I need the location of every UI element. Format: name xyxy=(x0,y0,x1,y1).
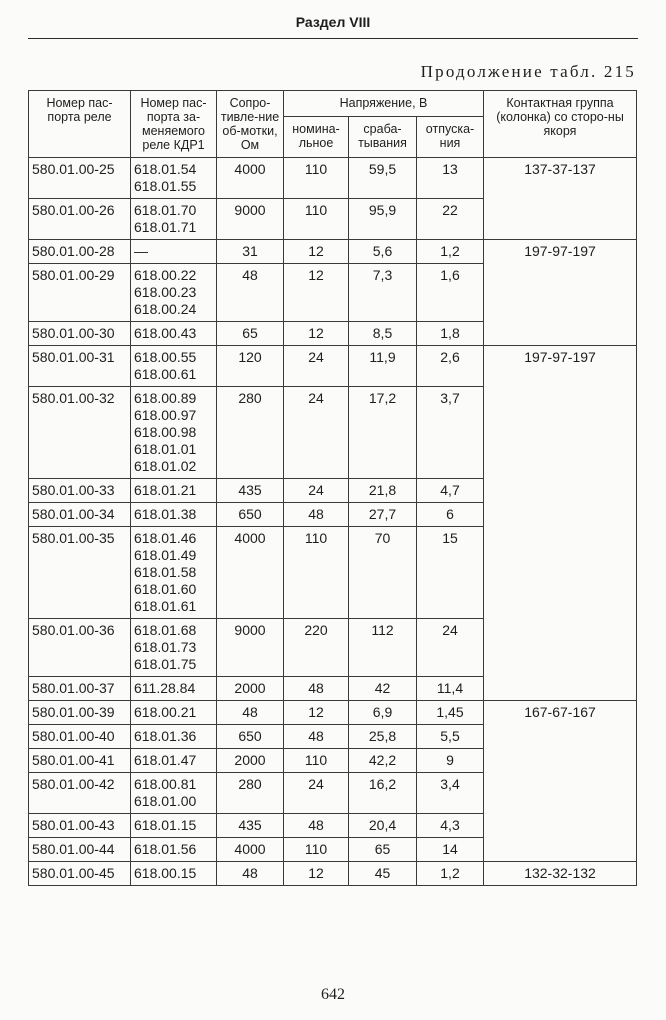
passport-number: 580.01.00-42 xyxy=(29,773,131,814)
replaced-relay-numbers xyxy=(131,814,217,838)
nominal-voltage: 12 xyxy=(284,240,349,264)
table-row xyxy=(29,862,637,886)
header-passport: Номер пас-порта реле xyxy=(29,91,131,158)
pickup-voltage: 16,2 xyxy=(349,773,417,814)
passport-number: 580.01.00-44 xyxy=(29,838,131,862)
release-voltage: 5,5 xyxy=(417,725,484,749)
header-pickup: сраба-тывания xyxy=(349,117,417,158)
nominal-voltage: 24 xyxy=(284,773,349,814)
release-voltage: 3,4 xyxy=(417,773,484,814)
release-voltage: 15 xyxy=(417,527,484,619)
replaced-number: 618.01.60 xyxy=(134,581,197,597)
nominal-voltage: 12 xyxy=(284,701,349,725)
passport-number: 580.01.00-40 xyxy=(29,725,131,749)
replaced-number: 618.00.61 xyxy=(134,366,197,382)
winding-resistance: 280 xyxy=(217,387,284,479)
table-row xyxy=(29,240,637,264)
release-voltage: 11,4 xyxy=(417,677,484,701)
replaced-relay-numbers xyxy=(131,527,217,619)
contact-group: 197-97-197 xyxy=(484,346,637,701)
replaced-number: 618.00.81 xyxy=(134,776,197,792)
pickup-voltage: 11,9 xyxy=(349,346,417,387)
pickup-voltage: 45 xyxy=(349,862,417,886)
pickup-voltage: 112 xyxy=(349,619,417,677)
release-voltage: 1,45 xyxy=(417,701,484,725)
passport-number: 580.01.00-32 xyxy=(29,387,131,479)
winding-resistance: 650 xyxy=(217,725,284,749)
replaced-number: 618.01.70 xyxy=(134,202,197,218)
replaced-number: 618.01.73 xyxy=(134,639,197,655)
replaced-relay-numbers xyxy=(131,725,217,749)
pickup-voltage: 5,6 xyxy=(349,240,417,264)
contact-group: 197-97-197 xyxy=(484,240,637,346)
passport-number: 580.01.00-33 xyxy=(29,479,131,503)
table-continuation-caption: Продолжение табл. 215 xyxy=(420,62,636,81)
replaced-number: 618.00.21 xyxy=(134,704,197,720)
winding-resistance: 48 xyxy=(217,862,284,886)
replaced-relay-numbers xyxy=(131,701,217,725)
replaced-number: 618.00.43 xyxy=(134,325,197,341)
winding-resistance: 4000 xyxy=(217,838,284,862)
replaced-number: 618.01.54 xyxy=(134,161,197,177)
replaced-relay-numbers xyxy=(131,199,217,240)
pickup-voltage: 27,7 xyxy=(349,503,417,527)
replaced-number: 618.00.24 xyxy=(134,301,197,317)
replaced-number: 618.01.55 xyxy=(134,178,197,194)
pickup-voltage: 59,5 xyxy=(349,158,417,199)
section-title: Раздел VIII xyxy=(295,14,371,30)
passport-number: 580.01.00-36 xyxy=(29,619,131,677)
replaced-relay-numbers xyxy=(131,619,217,677)
release-voltage: 13 xyxy=(417,158,484,199)
winding-resistance: 65 xyxy=(217,322,284,346)
release-voltage: 14 xyxy=(417,838,484,862)
relay-table xyxy=(28,90,637,886)
pickup-voltage: 21,8 xyxy=(349,479,417,503)
release-voltage: 24 xyxy=(417,619,484,677)
contact-group: 167-67-167 xyxy=(484,701,637,862)
winding-resistance: 280 xyxy=(217,773,284,814)
replaced-relay-numbers xyxy=(131,240,217,264)
replaced-number: 618.01.56 xyxy=(134,841,197,857)
winding-resistance: 9000 xyxy=(217,619,284,677)
pickup-voltage: 17,2 xyxy=(349,387,417,479)
winding-resistance: 4000 xyxy=(217,158,284,199)
release-voltage: 1,2 xyxy=(417,240,484,264)
winding-resistance: 31 xyxy=(217,240,284,264)
release-voltage: 3,7 xyxy=(417,387,484,479)
replaced-number: 618.01.75 xyxy=(134,656,197,672)
replaced-number: 618.01.36 xyxy=(134,728,197,744)
replaced-number: 618.01.46 xyxy=(134,530,197,546)
replaced-number: 618.01.21 xyxy=(134,482,197,498)
passport-number: 580.01.00-26 xyxy=(29,199,131,240)
winding-resistance: 48 xyxy=(217,264,284,322)
replaced-number: 618.01.15 xyxy=(134,817,197,833)
pickup-voltage: 65 xyxy=(349,838,417,862)
contact-group: 137-37-137 xyxy=(484,158,637,240)
replaced-relay-numbers xyxy=(131,862,217,886)
pickup-voltage: 7,3 xyxy=(349,264,417,322)
winding-resistance: 435 xyxy=(217,814,284,838)
pickup-voltage: 95,9 xyxy=(349,199,417,240)
replaced-relay-numbers xyxy=(131,838,217,862)
replaced-number: 618.00.55 xyxy=(134,349,197,365)
nominal-voltage: 48 xyxy=(284,503,349,527)
header-voltage: Напряжение, В xyxy=(284,91,484,117)
replaced-relay-numbers xyxy=(131,749,217,773)
passport-number: 580.01.00-41 xyxy=(29,749,131,773)
replaced-relay-numbers xyxy=(131,346,217,387)
nominal-voltage: 12 xyxy=(284,322,349,346)
nominal-voltage: 12 xyxy=(284,264,349,322)
nominal-voltage: 24 xyxy=(284,479,349,503)
header-release: отпуска-ния xyxy=(417,117,484,158)
replaced-number: 618.01.38 xyxy=(134,506,197,522)
replaced-number: 618.01.58 xyxy=(134,564,197,580)
replaced-number: 618.01.68 xyxy=(134,622,197,638)
nominal-voltage: 110 xyxy=(284,838,349,862)
nominal-voltage: 48 xyxy=(284,814,349,838)
winding-resistance: 650 xyxy=(217,503,284,527)
nominal-voltage: 12 xyxy=(284,862,349,886)
passport-number: 580.01.00-31 xyxy=(29,346,131,387)
header-resistance: Сопро-тивле-ние об-мотки, Ом xyxy=(217,91,284,158)
release-voltage: 6 xyxy=(417,503,484,527)
release-voltage: 4,3 xyxy=(417,814,484,838)
release-voltage: 1,6 xyxy=(417,264,484,322)
table-row xyxy=(29,158,637,199)
release-voltage: 1,8 xyxy=(417,322,484,346)
winding-resistance: 120 xyxy=(217,346,284,387)
release-voltage: 1,2 xyxy=(417,862,484,886)
replaced-relay-numbers xyxy=(131,158,217,199)
nominal-voltage: 24 xyxy=(284,346,349,387)
passport-number: 580.01.00-35 xyxy=(29,527,131,619)
pickup-voltage: 42 xyxy=(349,677,417,701)
replaced-number: 618.01.71 xyxy=(134,219,197,235)
passport-number: 580.01.00-45 xyxy=(29,862,131,886)
nominal-voltage: 110 xyxy=(284,199,349,240)
pickup-voltage: 20,4 xyxy=(349,814,417,838)
replaced-number: 618.01.47 xyxy=(134,752,197,768)
passport-number: 580.01.00-43 xyxy=(29,814,131,838)
release-voltage: 22 xyxy=(417,199,484,240)
replaced-number: 618.01.00 xyxy=(134,793,197,809)
passport-number: 580.01.00-28 xyxy=(29,240,131,264)
table-row xyxy=(29,346,637,387)
replaced-number: 618.00.22 xyxy=(134,267,197,283)
replaced-relay-numbers xyxy=(131,773,217,814)
passport-number: 580.01.00-34 xyxy=(29,503,131,527)
winding-resistance: 9000 xyxy=(217,199,284,240)
header-contact-group: Контактная группа (колонка) со сторо-ны якоря xyxy=(484,91,637,158)
header-replaced: Номер пас-порта за-меняемого реле КДР1 xyxy=(131,91,217,158)
nominal-voltage: 48 xyxy=(284,725,349,749)
release-voltage: 4,7 xyxy=(417,479,484,503)
passport-number: 580.01.00-30 xyxy=(29,322,131,346)
header-rule xyxy=(28,38,638,39)
winding-resistance: 48 xyxy=(217,701,284,725)
winding-resistance: 2000 xyxy=(217,749,284,773)
replaced-relay-numbers xyxy=(131,387,217,479)
pickup-voltage: 42,2 xyxy=(349,749,417,773)
pickup-voltage: 8,5 xyxy=(349,322,417,346)
header-nominal: номина-льное xyxy=(284,117,349,158)
replaced-relay-numbers xyxy=(131,479,217,503)
nominal-voltage: 110 xyxy=(284,749,349,773)
replaced-number: 618.00.89 xyxy=(134,390,197,406)
replaced-number: 618.01.61 xyxy=(134,598,197,614)
replaced-number: 611.28.84 xyxy=(134,680,196,696)
release-voltage: 9 xyxy=(417,749,484,773)
winding-resistance: 435 xyxy=(217,479,284,503)
contact-group: 132-32-132 xyxy=(484,862,637,886)
nominal-voltage: 110 xyxy=(284,527,349,619)
replaced-number: 618.00.98 xyxy=(134,424,197,440)
page-number: 642 xyxy=(321,986,345,1003)
replaced-relay-numbers xyxy=(131,503,217,527)
pickup-voltage: 70 xyxy=(349,527,417,619)
passport-number: 580.01.00-37 xyxy=(29,677,131,701)
passport-number: 580.01.00-29 xyxy=(29,264,131,322)
table-body xyxy=(29,158,637,886)
pickup-voltage: 25,8 xyxy=(349,725,417,749)
table-row xyxy=(29,701,637,725)
replaced-number: 618.00.23 xyxy=(134,284,197,300)
replaced-number: 618.01.02 xyxy=(134,458,197,474)
passport-number: 580.01.00-25 xyxy=(29,158,131,199)
replaced-number: 618.01.49 xyxy=(134,547,197,563)
replaced-relay-numbers xyxy=(131,264,217,322)
replaced-number: 618.00.97 xyxy=(134,407,197,423)
pickup-voltage: 6,9 xyxy=(349,701,417,725)
replaced-relay-numbers xyxy=(131,322,217,346)
replaced-number: 618.01.01 xyxy=(134,441,197,457)
winding-resistance: 4000 xyxy=(217,527,284,619)
replaced-number: — xyxy=(134,243,148,259)
release-voltage: 2,6 xyxy=(417,346,484,387)
nominal-voltage: 24 xyxy=(284,387,349,479)
nominal-voltage: 220 xyxy=(284,619,349,677)
nominal-voltage: 110 xyxy=(284,158,349,199)
replaced-number: 618.00.15 xyxy=(134,865,197,881)
passport-number: 580.01.00-39 xyxy=(29,701,131,725)
replaced-relay-numbers xyxy=(131,677,217,701)
nominal-voltage: 48 xyxy=(284,677,349,701)
winding-resistance: 2000 xyxy=(217,677,284,701)
